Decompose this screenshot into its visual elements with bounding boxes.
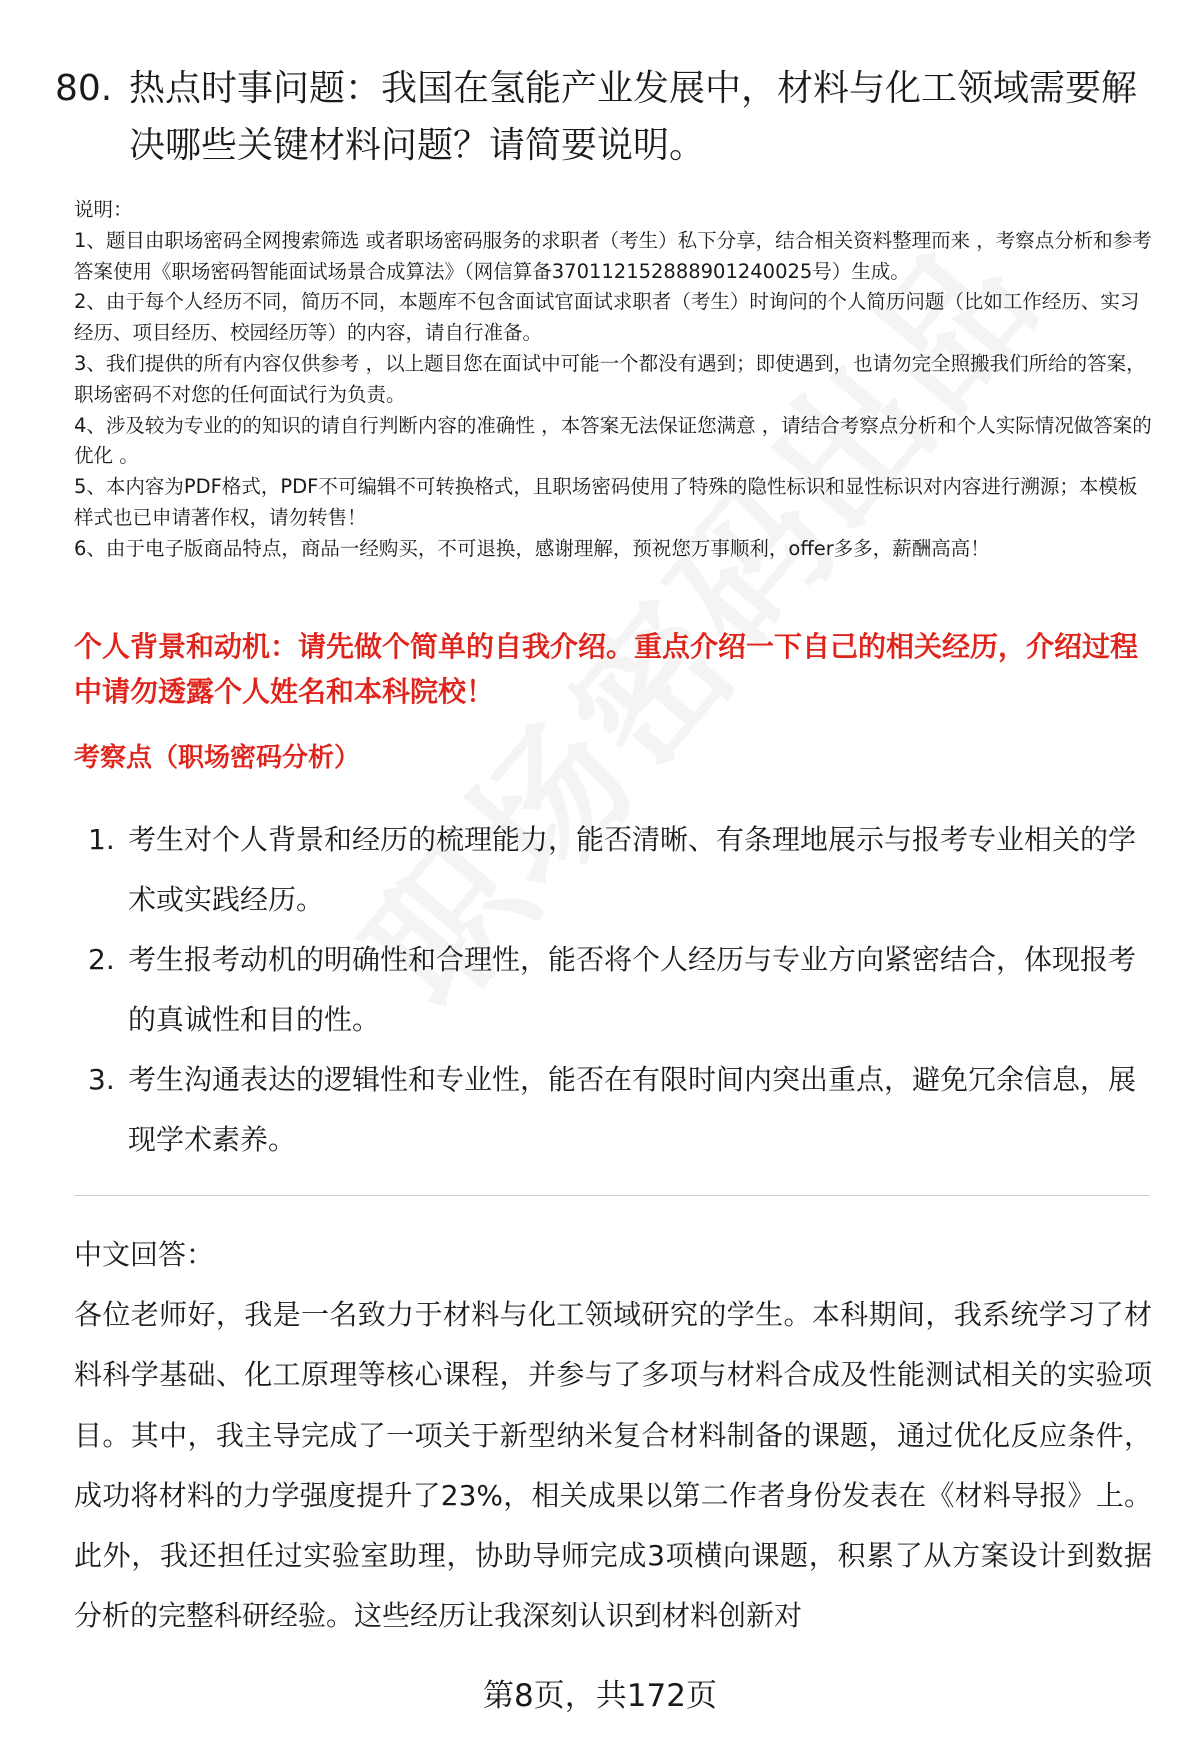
point-number: 2. [88,943,115,976]
question-number: 80. [55,68,113,109]
notes-item: 5、本内容为PDF格式，PDF不可编辑不可转换格式，且职场密码使用了特殊的隐性标识和显性标识对内容进行溯源；本模板样式也已申请著作权，请勿转售！ [74,475,1138,529]
point-number: 1. [88,823,115,856]
notes-heading: 说明： [74,198,133,221]
notes-item: 3、我们提供的所有内容仅供参考 ，以上题目您在面试中可能一个都没有遇到；即使遇到，也请勿完全照搬我们所给的答案，职场密码不对您的任何面试行为负责。 [74,351,1146,406]
interview-question: 个人背景和动机：请先做个简单的自我介绍。重点介绍一下自己的相关经历，介绍过程中请勿透露个人姓名和本科院校！ [74,630,1139,708]
notes-item: 4、涉及较为专业的的知识的请自行判断内容的准确性 ，本答案无法保证您满意 ，请结合考察点分析和个人实际情况做答案的优化 。 [74,413,1152,468]
answer-body: 各位老师好，我是一名致力于材料与化工领域研究的学生。本科期间，我系统学习了材料科学基础、化工原理等核心课程，并参与了多项与材料合成及性能测试相关的实验项目。其中，我主导完成了一项关于新型纳米复合材料制备的课题，通过优化反应条件，成功将材料的力学强度提升了23%，相关成果以第二作者身份发表在《材料导报》上。此外，我还担任过实验室助理，协助导师完成3项横向课题，积累了从方案设计到数据分析的完整科研经验。这些经历让我深刻认识到材料创新对 [74,1298,1152,1633]
analysis-heading: 考察点（职场密码分析） [74,743,361,773]
question-text: 热点时事问题：我国在氢能产业发展中，材料与化工领域需要解决哪些关键材料问题？请简要说明。 [129,68,1138,166]
notes-block [74,195,1154,565]
point-number: 3. [88,1063,115,1096]
notes-item: 1、题目由职场密码全网搜索筛选 或者职场密码服务的求职者（考生）私下分享，结合相关资料整理而来 ，考察点分析和参考答案使用《职场密码智能面试场景合成算法》（网信算备370112152888901240025号）生成。 [74,228,1152,283]
notes-item: 6、由于电子版商品特点，商品一经购买，不可退换，感谢理解，预祝您万事顺利，offer多多，薪酬高高！ [74,536,990,560]
notes-item: 2、由于每个人经历不同，简历不同，本题库不包含面试官面试求职者（考生）时询问的个人简历问题（比如工作经历、实习经历、项目经历、校园经历等）的内容，请自行准备。 [74,290,1140,345]
point-text: 考生报考动机的明确性和合理性，能否将个人经历与专业方向紧密结合，体现报考的真诚性和目的性。 [128,943,1137,1036]
answer-label: 中文回答： [74,1238,215,1271]
question-title [55,60,1145,174]
point-text: 考生沟通表达的逻辑性和专业性，能否在有限时间内突出重点，避免冗余信息，展现学术素养。 [128,1063,1137,1156]
divider [74,1195,1150,1196]
point-text: 考生对个人背景和经历的梳理能力，能否清晰、有条理地展示与报考专业相关的学术或实践经历。 [128,823,1137,916]
page-footer: 第8页，共172页 [483,1678,717,1714]
